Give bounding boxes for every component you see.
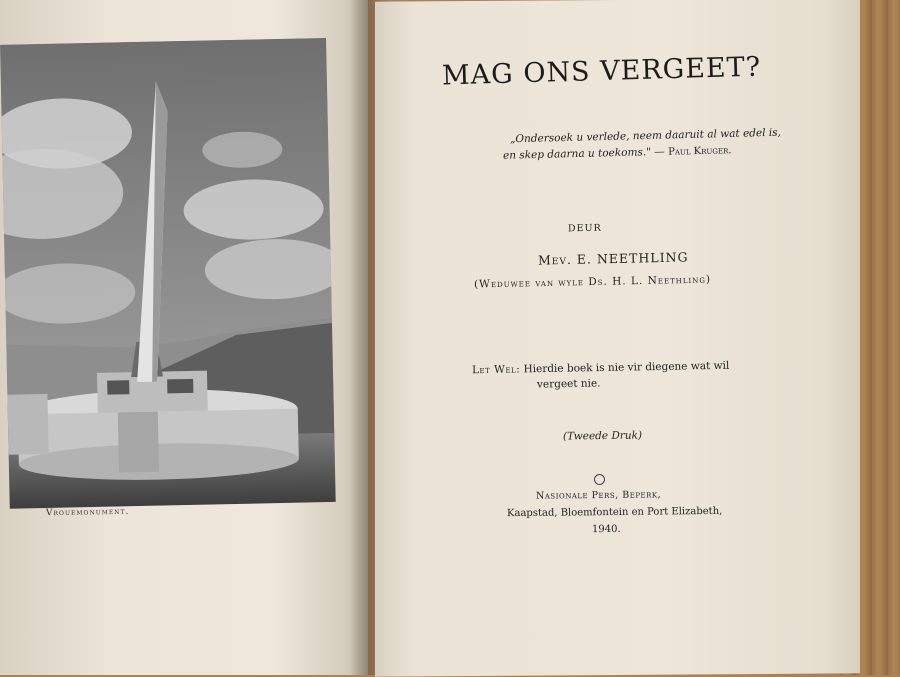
- epigraph-line-2-text: en skep daarna u toekoms." —: [502, 145, 665, 162]
- photo-caption: Vrouemonument.: [45, 506, 130, 519]
- author-note: (Weduwee van wyle Ds. H. L. Neethling): [473, 273, 712, 291]
- epigraph-line-1: „Ondersoek u verlede, neem daaruit al wat edel is,: [509, 126, 782, 146]
- note-text-1: Hierdie boek is nie vir diegene wat wil: [523, 359, 730, 376]
- monument-photograph: [0, 38, 336, 509]
- by-label: DEUR: [567, 222, 602, 235]
- right-page: [375, 0, 860, 677]
- author-line: [538, 249, 689, 267]
- book-title: MAG ONS VERGEET?: [441, 51, 762, 92]
- publisher-cities: Kaapstad, Bloemfontein en Port Elizabeth,: [506, 505, 723, 520]
- epigraph-author: Paul Kruger.: [668, 145, 732, 158]
- edition-label: (Tweede Druk): [562, 429, 643, 443]
- publisher-emblem-icon: [594, 474, 605, 485]
- note-label: Let Wel:: [471, 363, 521, 377]
- author-prefix: Mev.: [537, 251, 573, 268]
- publisher-name: Nasionale Pers, Beperk,: [535, 489, 662, 502]
- note-line-2: vergeet nie.: [536, 377, 601, 391]
- author-name: E. NEETHLING: [576, 249, 689, 267]
- left-page: [0, 0, 368, 675]
- publication-year: 1940.: [591, 523, 621, 536]
